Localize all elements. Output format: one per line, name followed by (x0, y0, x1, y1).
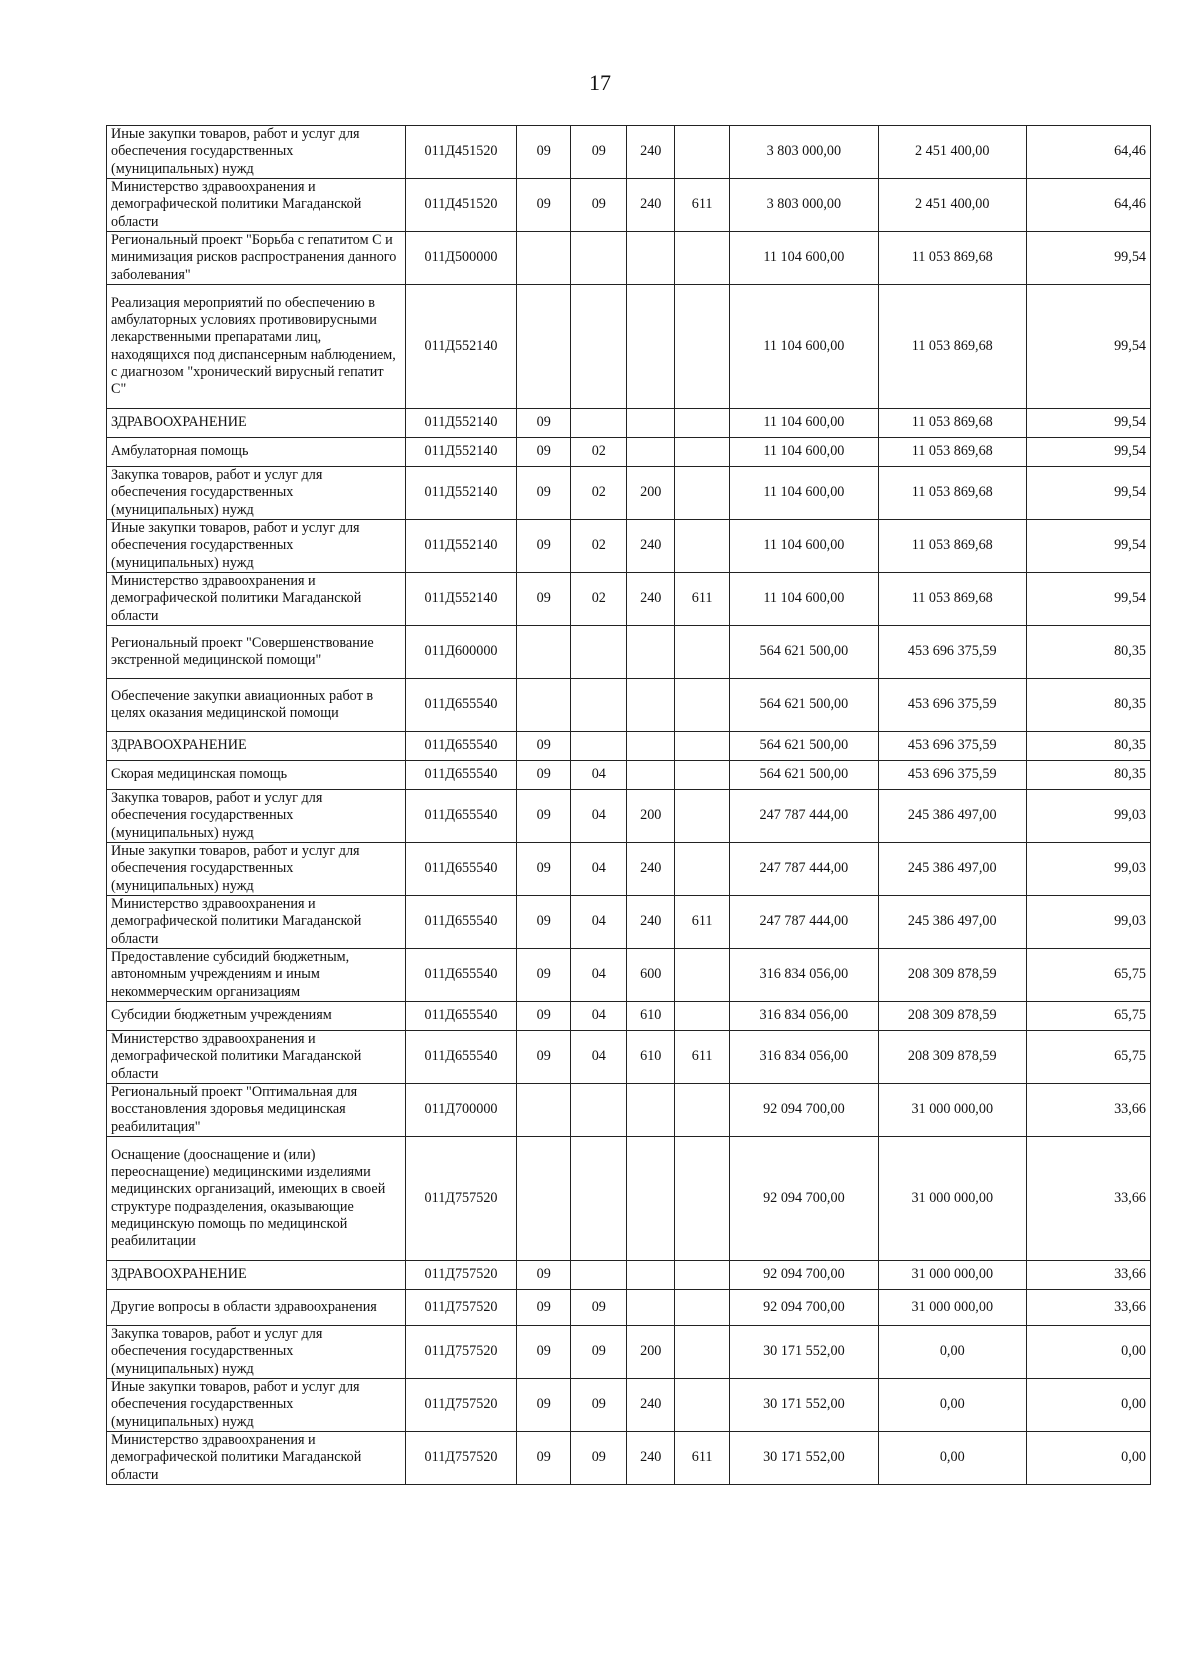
row-section: 09 (517, 1002, 571, 1031)
row-execution-percent: 33,66 (1026, 1261, 1150, 1290)
row-expense-type (627, 232, 675, 285)
table-row (107, 467, 1151, 520)
row-expense-type: 200 (627, 1326, 675, 1379)
row-executed-amount: 31 000 000,00 (878, 1290, 1026, 1326)
table-row (107, 1031, 1151, 1084)
row-executed-amount: 453 696 375,59 (878, 732, 1026, 761)
row-subsection (571, 285, 627, 409)
row-code: 011Д655540 (405, 1002, 516, 1031)
row-section (517, 1137, 571, 1261)
row-administrator (675, 1326, 730, 1379)
row-executed-amount: 453 696 375,59 (878, 761, 1026, 790)
row-execution-percent: 33,66 (1026, 1137, 1150, 1261)
row-code: 011Д700000 (405, 1084, 516, 1137)
row-name: Закупка товаров, работ и услуг для обеспечения государственных (муниципальных) нужд (107, 467, 406, 520)
row-name: Скорая медицинская помощь (107, 761, 406, 790)
row-planned-amount: 3 803 000,00 (730, 126, 878, 179)
table-row (107, 1084, 1151, 1137)
row-planned-amount: 247 787 444,00 (730, 896, 878, 949)
row-name: Закупка товаров, работ и услуг для обеспечения государственных (муниципальных) нужд (107, 1326, 406, 1379)
row-subsection: 09 (571, 1326, 627, 1379)
row-executed-amount: 245 386 497,00 (878, 790, 1026, 843)
row-executed-amount: 245 386 497,00 (878, 896, 1026, 949)
row-subsection: 02 (571, 438, 627, 467)
row-executed-amount: 11 053 869,68 (878, 438, 1026, 467)
row-administrator (675, 1261, 730, 1290)
table-row (107, 949, 1151, 1002)
row-executed-amount: 453 696 375,59 (878, 626, 1026, 679)
table-row (107, 285, 1151, 409)
row-expense-type (627, 1084, 675, 1137)
row-section: 09 (517, 790, 571, 843)
row-code: 011Д757520 (405, 1432, 516, 1485)
row-name: Амбулаторная помощь (107, 438, 406, 467)
row-execution-percent: 65,75 (1026, 949, 1150, 1002)
row-section: 09 (517, 409, 571, 438)
row-executed-amount: 11 053 869,68 (878, 409, 1026, 438)
row-expense-type: 240 (627, 520, 675, 573)
row-code: 011Д552140 (405, 573, 516, 626)
row-section: 09 (517, 896, 571, 949)
row-subsection: 04 (571, 949, 627, 1002)
row-execution-percent: 99,03 (1026, 896, 1150, 949)
row-code: 011Д655540 (405, 1031, 516, 1084)
row-planned-amount: 30 171 552,00 (730, 1379, 878, 1432)
row-planned-amount: 11 104 600,00 (730, 520, 878, 573)
row-code: 011Д552140 (405, 285, 516, 409)
row-subsection (571, 626, 627, 679)
row-name: Закупка товаров, работ и услуг для обеспечения государственных (муниципальных) нужд (107, 790, 406, 843)
row-code: 011Д451520 (405, 179, 516, 232)
row-name: Иные закупки товаров, работ и услуг для обеспечения государственных (муниципальных) нужд (107, 126, 406, 179)
row-planned-amount: 316 834 056,00 (730, 1031, 878, 1084)
row-code: 011Д655540 (405, 896, 516, 949)
row-section: 09 (517, 438, 571, 467)
row-execution-percent: 99,54 (1026, 409, 1150, 438)
row-name: Иные закупки товаров, работ и услуг для обеспечения государственных (муниципальных) нужд (107, 1379, 406, 1432)
row-planned-amount: 247 787 444,00 (730, 790, 878, 843)
row-code: 011Д757520 (405, 1379, 516, 1432)
row-executed-amount: 31 000 000,00 (878, 1084, 1026, 1137)
row-name: Региональный проект "Совершенствование экстренной медицинской помощи" (107, 626, 406, 679)
row-expense-type: 240 (627, 126, 675, 179)
row-execution-percent: 99,03 (1026, 790, 1150, 843)
row-administrator (675, 232, 730, 285)
row-section (517, 232, 571, 285)
row-executed-amount: 0,00 (878, 1379, 1026, 1432)
row-code: 011Д552140 (405, 520, 516, 573)
row-expense-type: 240 (627, 1379, 675, 1432)
row-administrator: 611 (675, 179, 730, 232)
row-name: Иные закупки товаров, работ и услуг для обеспечения государственных (муниципальных) нужд (107, 520, 406, 573)
row-code: 011Д451520 (405, 126, 516, 179)
row-section (517, 626, 571, 679)
table-row (107, 1137, 1151, 1261)
row-expense-type (627, 438, 675, 467)
row-section: 09 (517, 732, 571, 761)
row-executed-amount: 11 053 869,68 (878, 285, 1026, 409)
row-executed-amount: 208 309 878,59 (878, 1031, 1026, 1084)
table-row (107, 520, 1151, 573)
row-administrator (675, 761, 730, 790)
row-name: Региональный проект "Борьба с гепатитом С и минимизация рисков распространения данного заболевания" (107, 232, 406, 285)
row-expense-type (627, 626, 675, 679)
row-administrator (675, 438, 730, 467)
row-execution-percent: 33,66 (1026, 1290, 1150, 1326)
row-code: 011Д552140 (405, 438, 516, 467)
row-section: 09 (517, 843, 571, 896)
row-administrator (675, 790, 730, 843)
row-execution-percent: 99,54 (1026, 520, 1150, 573)
row-administrator: 611 (675, 1031, 730, 1084)
row-subsection: 09 (571, 126, 627, 179)
row-planned-amount: 92 094 700,00 (730, 1261, 878, 1290)
row-planned-amount: 92 094 700,00 (730, 1137, 878, 1261)
row-name: Министерство здравоохранения и демографической политики Магаданской области (107, 1031, 406, 1084)
row-executed-amount: 208 309 878,59 (878, 949, 1026, 1002)
row-subsection: 04 (571, 1031, 627, 1084)
table-row (107, 409, 1151, 438)
row-subsection: 09 (571, 1432, 627, 1485)
row-expense-type (627, 732, 675, 761)
row-execution-percent: 64,46 (1026, 126, 1150, 179)
row-planned-amount: 247 787 444,00 (730, 843, 878, 896)
table-row (107, 896, 1151, 949)
table-row (107, 179, 1151, 232)
row-executed-amount: 11 053 869,68 (878, 467, 1026, 520)
row-code: 011Д757520 (405, 1137, 516, 1261)
row-subsection: 02 (571, 573, 627, 626)
row-name: Министерство здравоохранения и демографической политики Магаданской области (107, 1432, 406, 1485)
row-executed-amount: 0,00 (878, 1326, 1026, 1379)
row-administrator (675, 1137, 730, 1261)
row-executed-amount: 31 000 000,00 (878, 1137, 1026, 1261)
row-section: 09 (517, 761, 571, 790)
row-execution-percent: 33,66 (1026, 1084, 1150, 1137)
row-execution-percent: 65,75 (1026, 1002, 1150, 1031)
row-executed-amount: 208 309 878,59 (878, 1002, 1026, 1031)
row-subsection: 02 (571, 520, 627, 573)
row-subsection: 09 (571, 1379, 627, 1432)
row-code: 011Д655540 (405, 679, 516, 732)
row-administrator (675, 1002, 730, 1031)
row-planned-amount: 30 171 552,00 (730, 1432, 878, 1485)
row-expense-type (627, 1261, 675, 1290)
row-administrator (675, 126, 730, 179)
row-administrator: 611 (675, 573, 730, 626)
row-execution-percent: 0,00 (1026, 1379, 1150, 1432)
row-planned-amount: 11 104 600,00 (730, 467, 878, 520)
row-code: 011Д500000 (405, 232, 516, 285)
row-execution-percent: 0,00 (1026, 1432, 1150, 1485)
row-subsection: 04 (571, 790, 627, 843)
row-execution-percent: 99,54 (1026, 467, 1150, 520)
row-executed-amount: 0,00 (878, 1432, 1026, 1485)
row-execution-percent: 0,00 (1026, 1326, 1150, 1379)
row-code: 011Д757520 (405, 1290, 516, 1326)
row-section: 09 (517, 467, 571, 520)
table-row (107, 1290, 1151, 1326)
table-row (107, 1432, 1151, 1485)
table-row (107, 843, 1151, 896)
row-expense-type: 240 (627, 843, 675, 896)
row-planned-amount: 92 094 700,00 (730, 1290, 878, 1326)
row-subsection: 09 (571, 1290, 627, 1326)
row-expense-type: 240 (627, 896, 675, 949)
row-administrator (675, 1084, 730, 1137)
row-administrator: 611 (675, 1432, 730, 1485)
row-subsection: 09 (571, 179, 627, 232)
table-row (107, 1002, 1151, 1031)
row-name: Министерство здравоохранения и демографической политики Магаданской области (107, 896, 406, 949)
row-administrator (675, 467, 730, 520)
row-planned-amount: 3 803 000,00 (730, 179, 878, 232)
row-subsection (571, 1137, 627, 1261)
row-administrator (675, 949, 730, 1002)
row-section: 09 (517, 1432, 571, 1485)
row-subsection (571, 1261, 627, 1290)
row-subsection: 02 (571, 467, 627, 520)
row-executed-amount: 245 386 497,00 (878, 843, 1026, 896)
row-code: 011Д757520 (405, 1326, 516, 1379)
row-section (517, 1084, 571, 1137)
row-code: 011Д655540 (405, 790, 516, 843)
row-expense-type (627, 1137, 675, 1261)
row-name: Предоставление субсидий бюджетным, автономным учреждениям и иным некоммерческим организациям (107, 949, 406, 1002)
row-section: 09 (517, 949, 571, 1002)
row-planned-amount: 11 104 600,00 (730, 285, 878, 409)
row-executed-amount: 453 696 375,59 (878, 679, 1026, 732)
row-code: 011Д655540 (405, 843, 516, 896)
row-planned-amount: 316 834 056,00 (730, 1002, 878, 1031)
row-section: 09 (517, 1031, 571, 1084)
row-name: ЗДРАВООХРАНЕНИЕ (107, 409, 406, 438)
row-administrator (675, 285, 730, 409)
row-expense-type: 240 (627, 1432, 675, 1485)
row-planned-amount: 564 621 500,00 (730, 732, 878, 761)
row-planned-amount: 30 171 552,00 (730, 1326, 878, 1379)
row-expense-type: 600 (627, 949, 675, 1002)
row-name: Министерство здравоохранения и демографической политики Магаданской области (107, 179, 406, 232)
row-name: Иные закупки товаров, работ и услуг для обеспечения государственных (муниципальных) нужд (107, 843, 406, 896)
table-row (107, 438, 1151, 467)
row-execution-percent: 80,35 (1026, 679, 1150, 732)
row-subsection: 04 (571, 843, 627, 896)
budget-table (106, 125, 1151, 1485)
table-row (107, 232, 1151, 285)
row-name: Обеспечение закупки авиационных работ в целях оказания медицинской помощи (107, 679, 406, 732)
row-executed-amount: 11 053 869,68 (878, 232, 1026, 285)
row-subsection: 04 (571, 1002, 627, 1031)
row-section (517, 679, 571, 732)
row-section: 09 (517, 179, 571, 232)
row-subsection (571, 732, 627, 761)
row-administrator (675, 409, 730, 438)
row-section: 09 (517, 126, 571, 179)
table-row (107, 126, 1151, 179)
row-subsection (571, 679, 627, 732)
row-planned-amount: 11 104 600,00 (730, 573, 878, 626)
table-row (107, 1379, 1151, 1432)
row-subsection (571, 409, 627, 438)
row-expense-type: 200 (627, 467, 675, 520)
table-row (107, 679, 1151, 732)
row-planned-amount: 11 104 600,00 (730, 232, 878, 285)
row-expense-type: 610 (627, 1002, 675, 1031)
row-section (517, 285, 571, 409)
row-executed-amount: 2 451 400,00 (878, 179, 1026, 232)
table-row (107, 761, 1151, 790)
row-execution-percent: 64,46 (1026, 179, 1150, 232)
row-planned-amount: 564 621 500,00 (730, 761, 878, 790)
row-administrator (675, 520, 730, 573)
row-section: 09 (517, 1326, 571, 1379)
row-name: Оснащение (дооснащение и (или) переоснащение) медицинскими изделиями медицинских организаций, имеющих в своей структуре подразделения, оказывающие медицинскую помощь по медицинской реабилитации (107, 1137, 406, 1261)
row-subsection: 04 (571, 761, 627, 790)
row-name: ЗДРАВООХРАНЕНИЕ (107, 732, 406, 761)
table-row (107, 573, 1151, 626)
row-name: ЗДРАВООХРАНЕНИЕ (107, 1261, 406, 1290)
row-execution-percent: 99,54 (1026, 285, 1150, 409)
row-administrator (675, 1290, 730, 1326)
table-row (107, 790, 1151, 843)
row-code: 011Д655540 (405, 761, 516, 790)
row-executed-amount: 11 053 869,68 (878, 573, 1026, 626)
row-code: 011Д757520 (405, 1261, 516, 1290)
row-executed-amount: 11 053 869,68 (878, 520, 1026, 573)
row-executed-amount: 2 451 400,00 (878, 126, 1026, 179)
row-name: Другие вопросы в области здравоохранения (107, 1290, 406, 1326)
row-planned-amount: 11 104 600,00 (730, 409, 878, 438)
row-expense-type (627, 409, 675, 438)
row-expense-type (627, 761, 675, 790)
row-expense-type (627, 679, 675, 732)
row-subsection: 04 (571, 896, 627, 949)
row-planned-amount: 11 104 600,00 (730, 438, 878, 467)
row-section: 09 (517, 573, 571, 626)
row-executed-amount: 31 000 000,00 (878, 1261, 1026, 1290)
row-administrator (675, 843, 730, 896)
row-administrator (675, 626, 730, 679)
row-administrator (675, 679, 730, 732)
row-name: Региональный проект "Оптимальная для восстановления здоровья медицинская реабилитация" (107, 1084, 406, 1137)
row-code: 011Д655540 (405, 732, 516, 761)
row-name: Реализация мероприятий по обеспечению в амбулаторных условиях противовирусными лекарственными препаратами лиц, находящихся под диспансерным наблюдением, с диагнозом "хронический вирусный гепатит С" (107, 285, 406, 409)
row-subsection (571, 232, 627, 285)
row-planned-amount: 564 621 500,00 (730, 626, 878, 679)
row-execution-percent: 80,35 (1026, 626, 1150, 679)
row-code: 011Д655540 (405, 949, 516, 1002)
row-planned-amount: 316 834 056,00 (730, 949, 878, 1002)
row-administrator (675, 1379, 730, 1432)
row-planned-amount: 564 621 500,00 (730, 679, 878, 732)
row-section: 09 (517, 1379, 571, 1432)
row-execution-percent: 80,35 (1026, 761, 1150, 790)
row-code: 011Д552140 (405, 467, 516, 520)
row-execution-percent: 99,54 (1026, 573, 1150, 626)
row-subsection (571, 1084, 627, 1137)
table-row (107, 626, 1151, 679)
row-planned-amount: 92 094 700,00 (730, 1084, 878, 1137)
table-row (107, 1261, 1151, 1290)
row-execution-percent: 99,54 (1026, 438, 1150, 467)
row-administrator (675, 732, 730, 761)
table-row (107, 1326, 1151, 1379)
page-number: 17 (589, 70, 611, 95)
row-expense-type: 200 (627, 790, 675, 843)
row-execution-percent: 80,35 (1026, 732, 1150, 761)
row-expense-type (627, 285, 675, 409)
row-section: 09 (517, 1290, 571, 1326)
row-expense-type (627, 1290, 675, 1326)
row-code: 011Д552140 (405, 409, 516, 438)
row-name: Министерство здравоохранения и демографической политики Магаданской области (107, 573, 406, 626)
row-execution-percent: 99,54 (1026, 232, 1150, 285)
row-execution-percent: 99,03 (1026, 843, 1150, 896)
row-expense-type: 240 (627, 179, 675, 232)
row-code: 011Д600000 (405, 626, 516, 679)
row-name: Субсидии бюджетным учреждениям (107, 1002, 406, 1031)
row-expense-type: 240 (627, 573, 675, 626)
row-expense-type: 610 (627, 1031, 675, 1084)
row-section: 09 (517, 1261, 571, 1290)
row-section: 09 (517, 520, 571, 573)
row-execution-percent: 65,75 (1026, 1031, 1150, 1084)
row-administrator: 611 (675, 896, 730, 949)
table-row (107, 732, 1151, 761)
